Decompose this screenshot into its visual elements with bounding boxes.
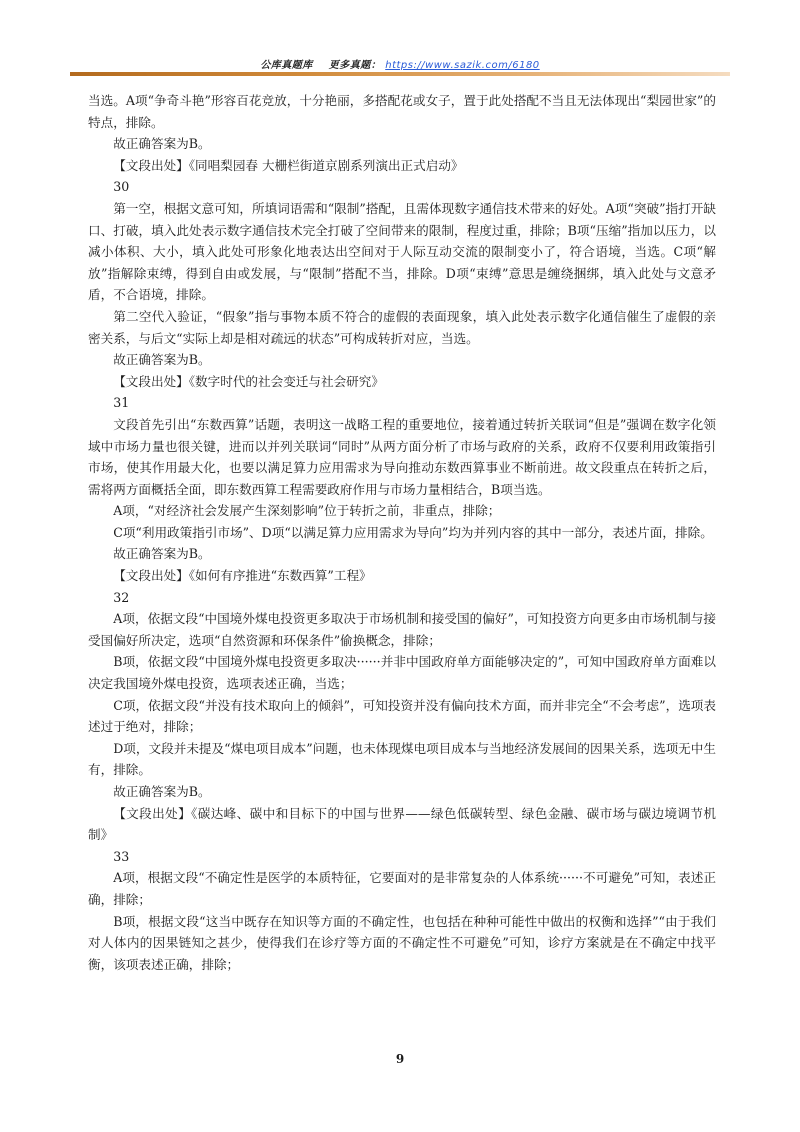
page-header — [0, 56, 800, 71]
paragraph: 【文段出处】《碳达峰、碳中和目标下的中国与世界——绿色低碳转型、绿色金融、碳市场与碳边境调节机制》 — [88, 805, 716, 843]
paragraph: 31 — [113, 395, 130, 411]
paragraph: 【文段出处】《同唱梨园春 大栅栏街道京剧系列演出正式启动》 — [113, 157, 464, 173]
header-site-name: 公库真题库 — [260, 60, 313, 71]
paragraph: 32 — [113, 589, 130, 605]
paragraph: 故正确答案为B。 — [113, 352, 211, 368]
header-divider — [70, 72, 730, 76]
paragraph: B项，根据文段“这当中既存在知识等方面的不确定性，也包括在种种可能性中做出的权衡和选择”“由于我们对人体内的因果链知之甚少，使得我们在诊疗等方面的不确定性不可避免”可知，诊疗方案就是在不确定中找平衡，该项表述正确，排除； — [88, 913, 716, 972]
paragraph: A项，根据文段“不确定性是医学的本质特征，它要面对的是非常复杂的人体系统······不可避免”可知，表述正确，排除； — [88, 870, 716, 907]
paragraph: 【文段出处】《如何有序推进“东数西算”工程》 — [113, 568, 372, 584]
paragraph: 故正确答案为B。 — [113, 136, 211, 152]
paragraph: 33 — [113, 848, 130, 864]
paragraph: 【文段出处】《数字时代的社会变迁与社会研究》 — [113, 373, 384, 389]
header-label: 更多真题： — [328, 60, 382, 71]
paragraph: 第二空代入验证，“假象”指与事物本质不符合的虚假的表面现象，填入此处表示数字化通信催生了虚假的亲密关系，与后文“实际上却是相对疏远的状态”可构成转折对应，当选。 — [88, 308, 716, 346]
paragraph: C项“利用政策指引市场”、D项“以满足算力应用需求为导向”均为并列内容的其中一部分，表述片面，排除。 — [113, 524, 713, 540]
header-url-link[interactable]: https://www.sazik.com/6180 — [385, 60, 540, 71]
paragraph: D项，文段并未提及“煤电项目成本”问题，也未体现煤电项目成本与当地经济发展间的因果关系，选项无中生有，排除。 — [88, 740, 716, 778]
paragraph: 故正确答案为B。 — [113, 546, 211, 562]
paragraph: 30 — [113, 179, 130, 195]
paragraph: B项，依据文段“中国境外煤电投资更多取决······并非中国政府单方面能够决定的”，可知中国政府单方面难以决定我国境外煤电投资，选项表述正确，当选； — [88, 654, 716, 692]
paragraph: C项，依据文段“并没有技术取向上的倾斜”，可知投资并没有偏向技术方面，而并非完全“不会考虑”，选项表述过于绝对，排除； — [88, 697, 716, 735]
page-number: 9 — [395, 1052, 405, 1066]
paragraph: A项，依据文段“中国境外煤电投资更多取决于市场机制和接受国的偏好”，可知投资方向更多由市场机制与接受国偏好所决定，选项“自然资源和环保条件”偷换概念，排除； — [88, 611, 716, 648]
document-body — [88, 90, 716, 975]
paragraph: 当选。A项“争奇斗艳”形容百花竞放，十分艳丽，多搭配花或女子，置于此处搭配不当且无法体现出“梨园世家”的特点，排除。 — [88, 93, 716, 130]
paragraph: 第一空，根据文意可知，所填词语需和“限制”搭配，且需体现数字通信技术带来的好处。A项“突破”指打开缺口、打破，填入此处表示数字通信技术完全打破了空间带来的限制，程度过重，排除；B项“压缩”指加以压力，以减小体积、大小，填入此处可形象化地表达出空间对于人际互动交流的限制变小了，符合语境，当选。C项“解放”指解除束缚，得到自由或发展，与“限制”搭配不当，排除。D项“束缚”意思是缠绕捆绑，填入此处与文意矛盾，不合语境，排除。 — [88, 200, 716, 303]
paragraph: 故正确答案为B。 — [113, 784, 211, 799]
paragraph: A项，“对经济社会发展产生深刻影响”位于转折之前，非重点，排除； — [113, 503, 501, 519]
paragraph: 文段首先引出“东数西算”话题，表明这一战略工程的重要地位，接着通过转折关联词“但是”强调在数字化领域中市场力量也很关键，进而以并列关联词“同时”从两方面分析了市场与政府的关系，政府不仅要利用政策指引市场，使其作用最大化，也要以满足算力应用需求为导向推动东数西算事业不断前进。故文段重点在转折之后，需将两方面概括全面，即东数西算工程需要政府作用与市场力量相结合，B项当选。 — [88, 416, 716, 497]
